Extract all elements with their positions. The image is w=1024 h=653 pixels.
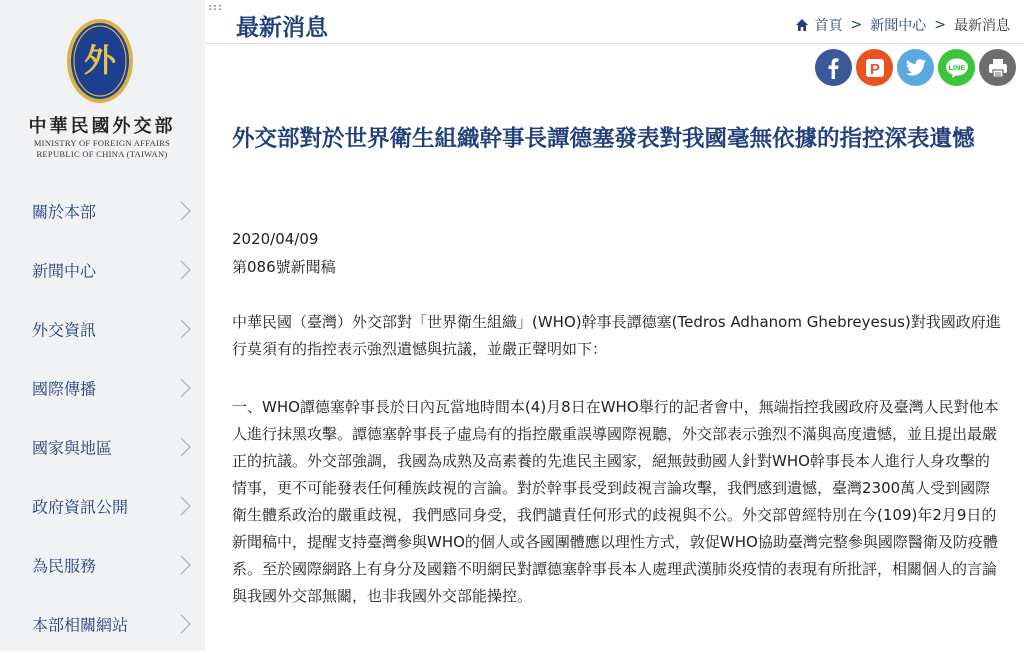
svg-text:外: 外 [83, 41, 117, 79]
chevron-right-icon [178, 318, 192, 340]
accesskey-marker[interactable]: ::: [207, 2, 223, 13]
facebook-share-button[interactable] [815, 49, 852, 86]
chevron-right-icon [178, 495, 192, 517]
plurk-icon [864, 57, 886, 79]
sidebar-item-public-services[interactable] [0, 535, 205, 594]
org-name-en-line1: MINISTRY OF FOREIGN AFFAIRS [33, 138, 171, 148]
page-heading: 最新消息 [236, 15, 328, 41]
sidebar-item-label: 國際傳播 [32, 379, 97, 398]
org-name-en [22, 138, 182, 160]
sidebar-item-label: 關於本部 [32, 202, 97, 221]
breadcrumb-current: 最新消息 [954, 18, 1010, 34]
chevron-right-icon [178, 554, 192, 576]
article-title: 外交部對於世界衛生組織幹事長譚德塞發表對我國毫無依據的指控深表遺憾 [232, 126, 975, 152]
article-date: 2020/04/09 [232, 230, 319, 248]
twitter-share-button[interactable] [897, 49, 934, 86]
sidebar-item-countries-regions[interactable] [0, 417, 205, 476]
home-icon[interactable] [795, 18, 809, 32]
breadcrumb [795, 15, 1010, 35]
svg-text:P: P [869, 60, 880, 78]
svg-text:LINE: LINE [947, 62, 966, 72]
line-share-button[interactable] [938, 49, 975, 86]
plurk-share-button[interactable] [856, 49, 893, 86]
chevron-right-icon [178, 613, 192, 635]
sidebar-item-label: 國家與地區 [32, 438, 113, 457]
breadcrumb-separator: > [934, 17, 946, 33]
print-button[interactable] [979, 49, 1016, 86]
sidebar-item-label: 本部相關網站 [32, 615, 129, 634]
breadcrumb-separator: > [850, 17, 863, 33]
org-name-en-line2: REPUBLIC OF CHINA (TAIWAN) [36, 149, 168, 159]
article-meta [232, 225, 336, 281]
sidebar-item-related-sites[interactable] [0, 594, 205, 653]
chevron-right-icon [178, 436, 192, 458]
printer-icon [987, 57, 1009, 79]
sidebar-item-news-center[interactable] [0, 240, 205, 299]
line-icon [944, 56, 970, 80]
article-paragraph: 一、WHO譚德塞幹事長於日內瓦當地時間本(4)月8日在WHO舉行的記者會中，無端指控我國政府及臺灣人民對他本人進行抹黑攻擊。譚德塞幹事長子虛烏有的指控嚴重誤導國際視聽，外交部表示強烈不滿與高度遺憾，並且提出最嚴正的抗議。外交部強調，我國為成熟及高素養的先進民主國家，絕無鼓動國人針對WHO幹事長本人進行人身攻擊的情事，更不可能發表任何種族歧視的言論。對於幹事長受到歧視言論攻擊，我們感到遺憾，臺灣2300萬人受到國際衛生體系政治的嚴重歧視，我們感同身受，我們譴責任何形式的歧視與不公。外交部曾經特別在今(109)年2月9日的新聞稿中，提醒支持臺灣參與WHO的個人或各國團體應以理性方式，敦促WHO協助臺灣完整參與國際醫衛及防疫體系。至於國際網路上有身分及國籍不明網民對譚德塞幹事長本人處理武漢肺炎疫情的表現有所批評，相關個人的言論與我國外交部無關，也非我國外交部能操控。 [232, 398, 999, 605]
chevron-right-icon [178, 200, 192, 222]
facebook-icon [824, 57, 844, 79]
breadcrumb-home[interactable]: 首頁 [814, 18, 843, 34]
chevron-right-icon [178, 259, 192, 281]
press-release-number: 第086號新聞稿 [232, 258, 336, 276]
sidebar [0, 0, 205, 651]
sidebar-item-diplomatic-info[interactable] [0, 299, 205, 358]
sidebar-item-label: 外交資訊 [32, 320, 97, 339]
sidebar-item-international-communication[interactable] [0, 358, 205, 417]
sidebar-item-label: 為民服務 [32, 556, 97, 575]
chevron-right-icon [178, 377, 192, 399]
sidebar-item-label: 政府資訊公開 [32, 497, 129, 516]
share-toolbar [815, 49, 1016, 86]
sidebar-item-government-info[interactable] [0, 476, 205, 535]
ministry-logo[interactable] [0, 0, 205, 185]
twitter-icon [905, 58, 927, 78]
breadcrumb-news-center[interactable]: 新聞中心 [870, 18, 927, 34]
ministry-seal-icon [66, 18, 134, 104]
article-paragraph: 中華民國（臺灣）外交部對「世界衛生組織」(WHO)幹事長譚德塞(Tedros Adhanom Ghebreyesus)對我國政府進行莫須有的指控表示強烈遺憾與抗議，並嚴正聲明如下： [232, 313, 1001, 358]
sidebar-item-label: 新聞中心 [32, 261, 97, 280]
sidebar-item-about[interactable] [0, 181, 205, 240]
sidebar-nav [0, 181, 205, 653]
org-name-zh: 中華民國外交部 [28, 116, 176, 137]
